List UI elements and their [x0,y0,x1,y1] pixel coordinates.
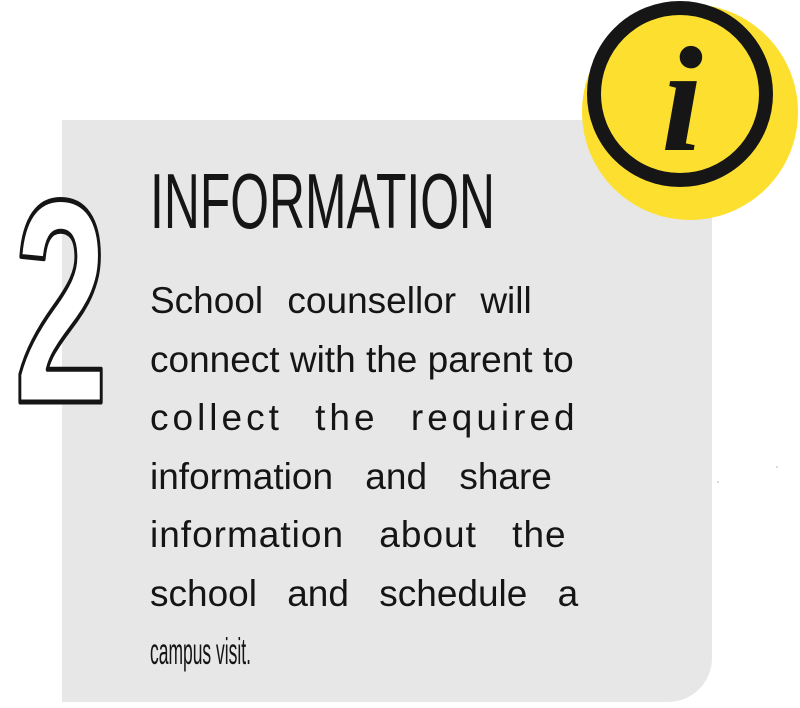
step-title-text: INFORMATION [150,157,495,245]
step-number-text: 2 [14,140,108,464]
step-title [150,157,570,250]
description-line-2: connect with the parent to [150,338,574,380]
description-line-1: School counsellor will [150,280,532,321]
info-glyph: i [661,17,703,183]
description-line-3: collect the required [150,397,579,438]
info-badge [578,0,800,232]
description-line-5: information about the [150,514,567,555]
description-line-6: school and schedule a [150,572,579,614]
description-line-7: campus visit. [150,631,251,672]
decorative-speck [717,481,719,483]
info-icon [582,4,798,220]
step-number [2,140,120,464]
description-line-4: information and share [150,455,552,497]
step-description [150,272,650,682]
decorative-speck [776,466,778,468]
